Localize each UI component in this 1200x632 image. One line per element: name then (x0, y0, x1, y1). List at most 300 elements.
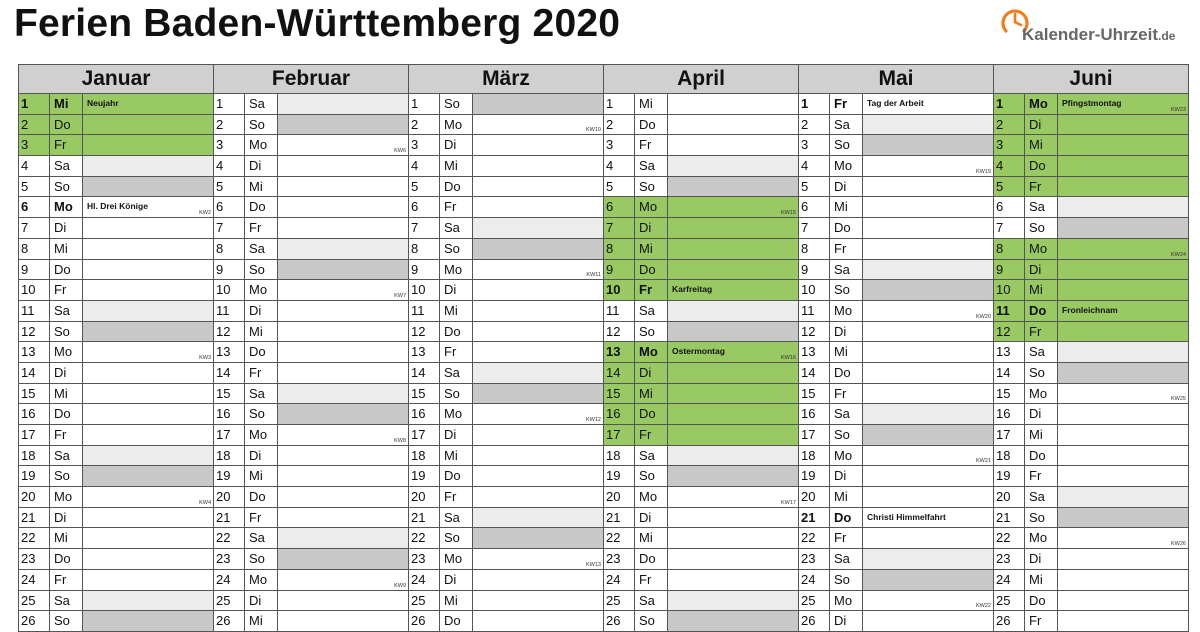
day-number: 4 (216, 158, 224, 174)
week-number: KW8 (394, 437, 406, 444)
day-number: 3 (606, 137, 614, 153)
day-row (604, 404, 798, 425)
day-number: 2 (801, 116, 809, 132)
day-note (1057, 322, 1188, 342)
weekday: Di (1024, 549, 1057, 569)
day-row (409, 425, 603, 446)
day-row (409, 177, 603, 198)
week-number: KW22 (976, 603, 991, 610)
week-number: KW2 (199, 210, 211, 217)
day-note (1057, 425, 1188, 445)
day-number: 16 (411, 406, 426, 422)
day-note (277, 487, 408, 507)
day-row (994, 466, 1188, 487)
weekday: Di (829, 322, 862, 342)
day-number: 9 (606, 261, 614, 277)
weekday: Do (634, 260, 667, 280)
weekday: Fr (634, 570, 667, 590)
day-note (862, 528, 993, 548)
weekday: Sa (49, 301, 82, 321)
day-row (799, 342, 993, 363)
day-row (604, 218, 798, 239)
weekday: Mo (49, 342, 82, 362)
weekday: Do (244, 342, 277, 362)
day-note (82, 508, 213, 528)
weekday: Di (244, 446, 277, 466)
day-note (862, 591, 993, 611)
day-note (472, 260, 603, 280)
month-days (409, 94, 603, 632)
weekday: Mi (439, 301, 472, 321)
day-note (277, 301, 408, 321)
weekday: Mo (439, 260, 472, 280)
day-row (214, 301, 408, 322)
day-row (214, 591, 408, 612)
weekday: Sa (244, 94, 277, 114)
day-note (277, 570, 408, 590)
day-note (862, 363, 993, 383)
day-row (994, 260, 1188, 281)
day-note (667, 570, 798, 590)
day-row (214, 94, 408, 115)
day-row (994, 611, 1188, 632)
day-row (799, 260, 993, 281)
day-number: 21 (216, 509, 231, 525)
day-row (214, 446, 408, 467)
day-number: 5 (801, 178, 809, 194)
day-note (277, 156, 408, 176)
day-number: 25 (216, 592, 231, 608)
day-number: 19 (801, 468, 816, 484)
day-number: 10 (801, 282, 816, 298)
weekday: Di (1024, 115, 1057, 135)
weekday: Sa (634, 301, 667, 321)
day-note (862, 135, 993, 155)
day-number: 18 (21, 447, 36, 463)
day-row (19, 322, 213, 343)
weekday: So (829, 280, 862, 300)
day-number: 4 (801, 158, 809, 174)
day-note (667, 487, 798, 507)
day-row (409, 218, 603, 239)
day-number: 10 (216, 282, 231, 298)
day-note (1057, 115, 1188, 135)
day-note (277, 425, 408, 445)
month-header: Juni (994, 64, 1188, 94)
day-note (472, 322, 603, 342)
day-number: 4 (606, 158, 614, 174)
day-row (799, 591, 993, 612)
logo-text (1022, 25, 1175, 45)
weekday: So (244, 404, 277, 424)
day-number: 26 (411, 613, 426, 629)
day-row (19, 301, 213, 322)
weekday: Di (49, 363, 82, 383)
day-number: 12 (606, 323, 621, 339)
weekday: Sa (49, 156, 82, 176)
weekday: Fr (439, 197, 472, 217)
day-note (667, 549, 798, 569)
weekday: Di (1024, 404, 1057, 424)
weekday: So (49, 611, 82, 631)
day-row (799, 528, 993, 549)
day-number: 15 (411, 385, 426, 401)
day-note (277, 135, 408, 155)
day-row (409, 549, 603, 570)
day-note (1057, 94, 1188, 114)
holiday-label: Ostermontag (672, 346, 725, 357)
day-number: 26 (801, 613, 816, 629)
weekday: Do (1024, 301, 1057, 321)
day-note (277, 508, 408, 528)
day-row (409, 115, 603, 136)
day-note (1057, 466, 1188, 486)
weekday: So (49, 466, 82, 486)
day-note (667, 404, 798, 424)
day-row (409, 528, 603, 549)
day-note (472, 528, 603, 548)
day-note (667, 156, 798, 176)
day-row (604, 487, 798, 508)
day-number: 1 (21, 96, 29, 111)
day-number: 10 (21, 282, 36, 298)
day-note (277, 177, 408, 197)
day-row (604, 177, 798, 198)
weekday: Fr (439, 342, 472, 362)
holiday-label: Tag der Arbeit (867, 98, 924, 108)
month-column-märz (408, 64, 603, 632)
day-note (277, 197, 408, 217)
weekday: So (829, 135, 862, 155)
weekday: Di (244, 301, 277, 321)
day-number: 8 (216, 240, 224, 256)
day-note (82, 466, 213, 486)
day-row (994, 218, 1188, 239)
day-number: 1 (606, 96, 614, 111)
weekday: Sa (634, 446, 667, 466)
weekday: Do (439, 466, 472, 486)
day-number: 21 (606, 509, 621, 525)
day-row (799, 177, 993, 198)
weekday: Fr (1024, 177, 1057, 197)
day-number: 13 (996, 344, 1011, 360)
day-note (82, 197, 213, 217)
weekday: Di (1024, 260, 1057, 280)
weekday: So (829, 425, 862, 445)
day-row (994, 322, 1188, 343)
day-row (409, 156, 603, 177)
day-note (82, 404, 213, 424)
weekday: Mi (49, 384, 82, 404)
day-number: 21 (411, 509, 426, 525)
day-number: 2 (216, 116, 224, 132)
day-number: 19 (996, 468, 1011, 484)
week-number: KW6 (394, 148, 406, 155)
day-note (862, 425, 993, 445)
day-number: 3 (801, 137, 809, 153)
week-number: KW11 (586, 272, 601, 279)
day-note (667, 94, 798, 114)
day-note (82, 384, 213, 404)
day-note (862, 508, 993, 528)
month-column-mai (798, 64, 993, 632)
month-header: März (409, 64, 603, 94)
day-number: 25 (606, 592, 621, 608)
day-note (862, 197, 993, 217)
weekday: Sa (829, 549, 862, 569)
day-note (1057, 570, 1188, 590)
day-number: 12 (996, 323, 1011, 339)
day-note (1057, 218, 1188, 238)
day-note (1057, 342, 1188, 362)
weekday: Mo (829, 301, 862, 321)
day-number: 5 (21, 178, 29, 194)
day-number: 24 (411, 571, 426, 587)
day-note (277, 239, 408, 259)
day-number: 13 (606, 344, 621, 360)
day-row (604, 342, 798, 363)
day-number: 17 (21, 427, 36, 442)
weekday: Do (1024, 591, 1057, 611)
day-number: 9 (21, 261, 29, 277)
day-row (214, 260, 408, 281)
weekday: Di (49, 508, 82, 528)
weekday: Fr (49, 570, 82, 590)
day-row (214, 363, 408, 384)
day-note (472, 280, 603, 300)
weekday: Do (49, 404, 82, 424)
weekday: Mi (829, 342, 862, 362)
day-row (604, 591, 798, 612)
day-number: 14 (411, 364, 426, 380)
weekday: Mo (1024, 94, 1057, 114)
weekday: Do (439, 322, 472, 342)
week-number: KW19 (976, 168, 991, 175)
day-row (604, 508, 798, 529)
weekday: Mi (634, 239, 667, 259)
day-note (862, 218, 993, 238)
day-note (277, 446, 408, 466)
day-row (214, 404, 408, 425)
day-note (82, 549, 213, 569)
day-note (277, 342, 408, 362)
day-row (604, 239, 798, 260)
weekday: Mo (829, 591, 862, 611)
day-number: 3 (21, 137, 29, 153)
day-number: 19 (21, 468, 36, 484)
weekday: Sa (829, 115, 862, 135)
day-note (667, 135, 798, 155)
day-number: 23 (21, 551, 36, 567)
weekday: Mo (244, 570, 277, 590)
day-row (604, 528, 798, 549)
day-row (994, 591, 1188, 612)
weekday: Mi (244, 466, 277, 486)
month-days (994, 94, 1188, 632)
weekday: Fr (439, 487, 472, 507)
weekday: Mo (439, 549, 472, 569)
day-number: 7 (411, 220, 419, 236)
day-row (994, 94, 1188, 115)
day-number: 25 (801, 592, 816, 608)
day-note (472, 342, 603, 362)
day-note (277, 549, 408, 569)
weekday: Do (829, 218, 862, 238)
week-number: KW3 (199, 354, 211, 361)
day-row (994, 363, 1188, 384)
day-row (19, 260, 213, 281)
day-row (409, 260, 603, 281)
day-note (82, 611, 213, 631)
day-number: 5 (996, 178, 1004, 194)
day-row (799, 94, 993, 115)
day-number: 18 (801, 447, 816, 463)
weekday: Mi (1024, 280, 1057, 300)
day-number: 5 (606, 178, 614, 194)
weekday: Sa (1024, 342, 1057, 362)
day-note (82, 342, 213, 362)
day-number: 7 (216, 220, 224, 236)
day-note (82, 363, 213, 383)
day-note (862, 301, 993, 321)
day-row (604, 280, 798, 301)
day-number: 15 (216, 385, 231, 401)
weekday: Sa (439, 218, 472, 238)
weekday: Di (49, 218, 82, 238)
day-note (472, 549, 603, 569)
day-number: 22 (21, 530, 36, 546)
weekday: So (439, 528, 472, 548)
day-row (799, 611, 993, 632)
day-row (409, 135, 603, 156)
day-row (19, 425, 213, 446)
day-note (82, 260, 213, 280)
day-note (862, 94, 993, 114)
day-number: 22 (216, 530, 231, 546)
day-number: 1 (996, 96, 1004, 111)
weekday: Mo (1024, 384, 1057, 404)
day-number: 26 (216, 613, 231, 629)
week-number: KW16 (781, 354, 796, 361)
week-number: KW15 (781, 210, 796, 217)
week-number: KW24 (1171, 251, 1186, 258)
day-number: 8 (21, 240, 29, 256)
day-note (82, 425, 213, 445)
week-number: KW12 (586, 417, 601, 423)
weekday: Di (634, 363, 667, 383)
page-title: Ferien Baden-Württemberg 2020 (14, 2, 621, 45)
weekday: Mi (634, 528, 667, 548)
day-note (277, 218, 408, 238)
day-row (214, 177, 408, 198)
weekday: Di (244, 591, 277, 611)
day-row (604, 156, 798, 177)
weekday: Fr (829, 528, 862, 548)
day-note (277, 363, 408, 383)
week-number: KW23 (1171, 106, 1186, 113)
weekday: Mi (49, 528, 82, 548)
day-row (604, 549, 798, 570)
day-number: 20 (801, 489, 816, 505)
day-note (1057, 528, 1188, 548)
day-note (472, 156, 603, 176)
day-row (214, 115, 408, 136)
day-number: 13 (216, 344, 231, 360)
day-note (1057, 487, 1188, 507)
day-note (82, 301, 213, 321)
weekday: Sa (49, 446, 82, 466)
day-number: 12 (801, 323, 816, 339)
weekday: Fr (1024, 466, 1057, 486)
day-number: 24 (996, 571, 1011, 587)
day-number: 18 (606, 447, 621, 463)
week-number: KW9 (394, 582, 406, 589)
weekday: Do (49, 115, 82, 135)
day-number: 10 (606, 282, 621, 298)
weekday: Fr (829, 239, 862, 259)
day-number: 14 (216, 364, 231, 380)
day-row (409, 466, 603, 487)
holiday-label: Pfingstmontag (1062, 98, 1122, 108)
day-row (409, 508, 603, 529)
day-note (862, 404, 993, 424)
day-row (19, 197, 213, 218)
day-row (604, 446, 798, 467)
weekday: Di (829, 611, 862, 631)
day-row (409, 487, 603, 508)
day-number: 23 (411, 551, 426, 567)
day-row (799, 280, 993, 301)
day-note (472, 218, 603, 238)
day-row (214, 239, 408, 260)
day-row (19, 177, 213, 198)
weekday: Do (829, 363, 862, 383)
weekday: Do (244, 197, 277, 217)
holiday-label: Fronleichnam (1062, 304, 1118, 315)
weekday: Mo (439, 115, 472, 135)
day-note (862, 239, 993, 259)
day-note (1057, 404, 1188, 424)
day-note (82, 570, 213, 590)
day-number: 6 (606, 199, 614, 215)
month-header: Januar (19, 64, 213, 94)
day-number: 22 (801, 530, 816, 546)
day-number: 26 (996, 613, 1011, 629)
day-note (472, 115, 603, 135)
day-note (82, 591, 213, 611)
weekday: Sa (829, 404, 862, 424)
day-row (214, 466, 408, 487)
day-row (214, 508, 408, 529)
weekday: Mi (1024, 570, 1057, 590)
day-note (472, 487, 603, 507)
day-number: 6 (21, 199, 29, 215)
day-note (862, 156, 993, 176)
day-row (409, 611, 603, 632)
site-logo[interactable] (1000, 5, 1196, 45)
day-row (19, 239, 213, 260)
day-note (472, 177, 603, 197)
day-number: 9 (996, 261, 1004, 277)
day-number: 20 (411, 489, 426, 505)
day-row (214, 528, 408, 549)
day-row (799, 301, 993, 322)
month-header: Februar (214, 64, 408, 94)
day-row (214, 570, 408, 591)
day-row (799, 322, 993, 343)
day-row (799, 508, 993, 529)
day-number: 21 (801, 509, 816, 525)
